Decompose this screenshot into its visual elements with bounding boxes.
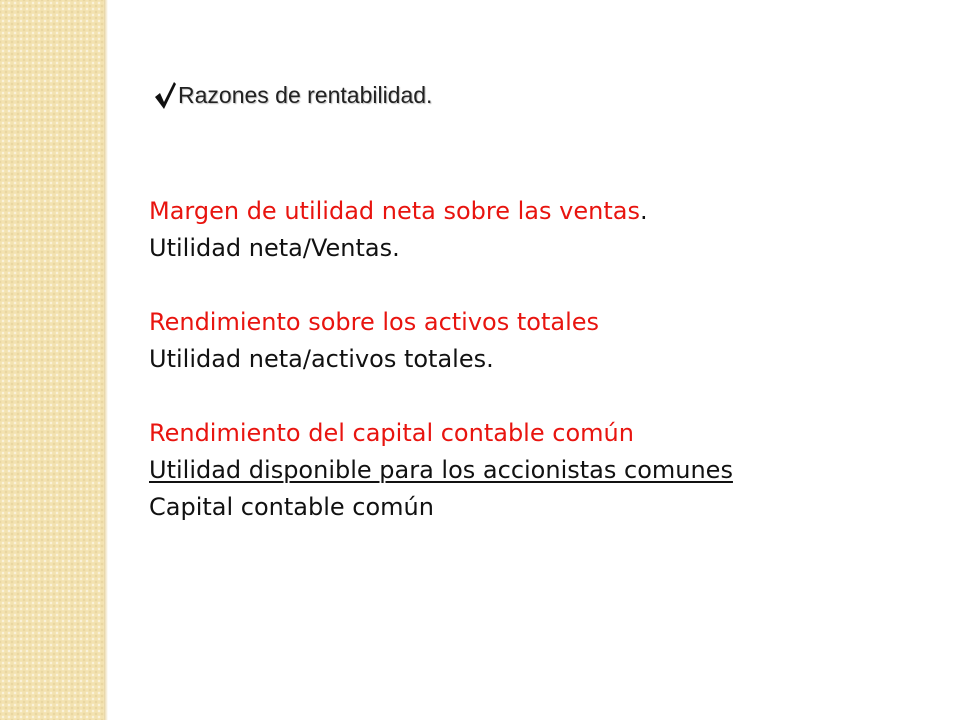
section-1-title: Margen de utilidad neta sobre las ventas xyxy=(149,197,640,225)
heading xyxy=(153,80,432,110)
section-2-formula: Utilidad neta/activos totales. xyxy=(149,345,494,373)
heading-text: Razones de rentabilidad. xyxy=(178,82,433,108)
decorative-side-band xyxy=(0,0,104,720)
checkmark-icon xyxy=(153,80,177,110)
section-2-title: Rendimiento sobre los activos totales xyxy=(149,308,600,336)
section-3-denominator: Capital contable común xyxy=(149,493,434,521)
section-1-title-suffix: . xyxy=(639,197,648,225)
section-1-formula: Utilidad neta/Ventas. xyxy=(149,234,400,262)
section-3-numerator: Utilidad disponible para los accionistas comunes xyxy=(149,456,733,484)
section-1 xyxy=(149,193,733,230)
section-3-title: Rendimiento del capital contable común xyxy=(149,419,634,447)
slide-content xyxy=(149,193,733,526)
side-band-edge xyxy=(104,0,108,720)
